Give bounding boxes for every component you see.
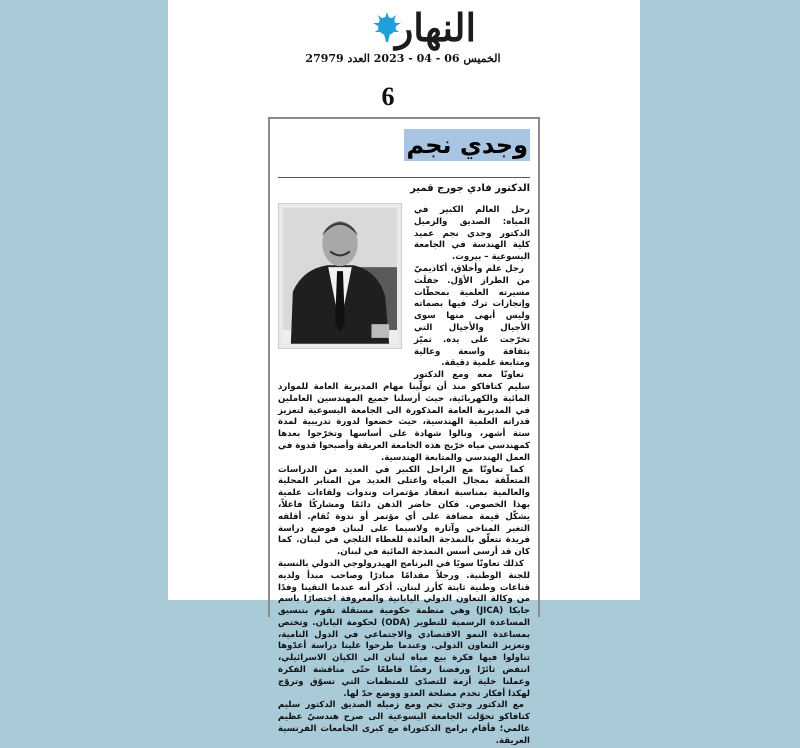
issue-day: الخميس [463, 52, 501, 65]
issue-line [278, 52, 528, 65]
article-paragraph: تعاونّا معه ومع الدكتور سليم كتافاكو منذ أن تولّينا مهام المديرية العامة للموارد المائية والكهربائية، حيث أرسلنا جميع المهندسين العاملين في المديرية العامة المذكورة الى الجامعة اليسوعية لتعزيز قدراته العلمية الهندسية، حيث خضعوا لدورة تدريبية لمدة ستة أشهر، ونالوا شهادة على أساسها وتخرّجوا بعدها كمهندسي مياه خرّيج هذه الجامعة العريقة وأصبحوا قدوة في العمل الهندسي والمتابعة الهندسية. [278, 370, 530, 463]
masthead [318, 4, 488, 54]
photo-wrap-spacer [278, 205, 414, 373]
issue-label: العدد [347, 52, 370, 65]
issue-date: 06 - 04 - 2023 [373, 52, 460, 65]
article-body [278, 187, 530, 748]
article-headline[interactable]: وجدي نجم [406, 131, 528, 159]
article-paragraph: كذلك تعاونّا سويًا في البرنامج الهيدرولوجي الدولي بالنسبة للجنة الوطنية. ورجلاً مقدامًا مبادرًا وصاحب مبدأ ولديه قناعات وطنية ثابتة كأرز لبنان. أذكر أنه عندما التقينا وفدًا من وكالة التعاون الدولي اليابانية والمعروفة اختصارًا باسم جايكا (JICA) وهي منظمة حكومية مستقلة تقوم بتنسيق المساعدة الرسمية للتطوير (ODA) لحكومة اليابان. وتختص بمساعدة النمو الاقتصادي والاجتماعي في الدول النامية، وتعزيز التعاون الدولي. وعندما طرحوا علينا دراسة أعدّوها تناولوا فيها فكرة بيع مياه لبنان الى الكيان الاسرائيلي، انتفض ثائرًا ورفضنا رفضًا قاطعًا حتّى مناقشة الفكرة وعملنا خلية أزمة للتصدّي للمنظمات التي تسوّق وتروّج لهكذا أفكار تخدم مصلحة العدو ووضع حدّ لها. [277, 558, 530, 699]
page-number: 6 [381, 82, 395, 111]
article-box [268, 117, 540, 746]
article-paragraph: مع الدكتور وجدي نجم ومع زميله الصديق الدكتور سليم كتافاكو تحوّلت الجامعة اليسوعية الى صرح هندسيّ عظيم عالمي؛ فأقام برامج الدكتوراة مع كبرى الجامعات الفرنسية العريقة. [278, 700, 530, 746]
article-paragraph: رحل العالم الكبير في المياه: الصديق والزميل الدكتور وجدي نجم عميد كلية الهندسة في الجامعة اليسوعية – بيروت. [414, 205, 530, 263]
newspaper-logo: النهار [394, 5, 476, 50]
article-byline: الدكتور فادي جورج قمير [410, 183, 530, 194]
article-paragraph: كما تعاونّا مع الراحل الكبير في العديد من الدراسات المتعلّقة بمجال المياه واعتلى العديد من المنابر المحلية والعالمية بمناسبة انعقاد مؤتمرات وندوات ولقاءات علمية بهذا الخصوص. فكان حاضر الذهن دائمًا ومشاركًا فاعلاً، يشكّل قيمة مضافة على أي مؤتمر أو ندوة تُقام. أقلقه التغير المناخي وآثاره ولاسيما على لبنان فوضع دراسة فريدة تتعلّق بالنمذجة العائدة للغطاء الثلجي في لبنان. كما كان قد أرسى أسس النمذجة المائية في لبنان. [278, 464, 530, 558]
headline-divider [278, 177, 530, 178]
newspaper-page [168, 0, 640, 746]
issue-number: 27979 [305, 52, 344, 65]
article-paragraph: رجل علم وأخلاق، أكاديميّ من الطراز الأوّل. حفلَت مسيرته العلمية بمحطّات وإنجازات ترك فيها بصماته وليس أبهى منها سوى الأجيال والأجيال التي تخرّجت على يده. تميّز بثقافة واسعة وعالية ومتابعة علمية دقيقة. [414, 263, 530, 369]
